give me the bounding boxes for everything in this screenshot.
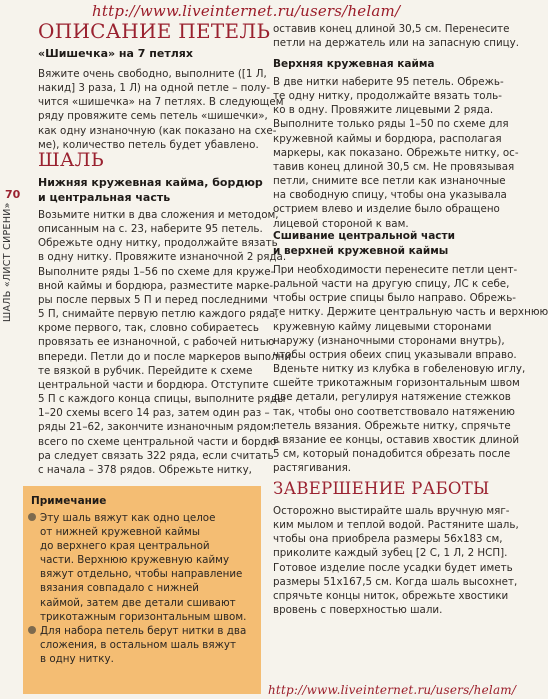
paragraph-upper-border: [273, 75, 519, 231]
subheading-line: и верхней кружевной каймы: [273, 245, 449, 257]
subheading-line: Нижняя кружевная кайма, бордюр: [38, 176, 263, 189]
note-line: [40, 581, 246, 595]
subheading-lower-border: [38, 175, 263, 205]
text-line: петель вязания. Обрежьте нитку, спрячьте: [273, 419, 511, 432]
text-line: вной каймы и бордюра, разместите марке-: [38, 279, 274, 292]
paragraph-joining: [273, 263, 548, 475]
note-line: [40, 624, 246, 638]
text-line: сшейте трикотажным горизонтальным швом: [273, 377, 520, 390]
text-line: в одну нитку. Провяжите изнаночной 2 ряда.: [38, 251, 287, 264]
text-line: тавив конец длиной 30,5 см. Не провязывая: [273, 160, 515, 173]
watermark-url-bottom: http://www.liveinternet.ru/users/helam/: [268, 683, 517, 697]
text-line: острием влево и изделие было обращено: [273, 203, 500, 216]
note-title: Примечание: [31, 495, 107, 507]
subheading-line: Сшивание центральной части: [273, 230, 455, 242]
text-line: ральной части на другую спицу, ЛС к себе,: [273, 278, 510, 291]
text-line: растягивания.: [273, 462, 352, 475]
note-line: [40, 567, 246, 581]
text-line: лицевой стороной к вам.: [273, 217, 409, 230]
note-line-text: вязания совпадало с нижней: [40, 582, 199, 595]
note-line-text: вяжут отдельно, чтобы направление: [40, 568, 243, 581]
text-line: в вязание ее концы, оставив хвостик длиной: [273, 433, 520, 446]
text-line: центральной части и бордюра. Отступите: [38, 378, 269, 391]
text-line: 5 П, снимайте первую петлю каждого ряда,: [38, 308, 279, 321]
text-line: на свободную спицу, чтобы она указывала: [273, 189, 507, 202]
sidebar-label-text: ШАЛЬ «ЛИСТ СИРЕНИ»: [2, 202, 13, 322]
text-line: те вязкой в рубчик. Перейдите к схеме: [38, 364, 253, 377]
text-line: те нитку. Держите центральную часть и верхнюю: [273, 306, 548, 319]
text-line: маркеры, как показано. Обрежьте нитку, ос-: [273, 146, 519, 159]
text-line: ряду провяжите семь петель «шишечки»,: [38, 110, 268, 123]
text-line: 5 П с каждого конца спицы, выполните ряды: [38, 393, 286, 406]
text-line: ко в одну. Провяжите лицевыми 2 ряда.: [273, 104, 494, 117]
note-line-text: от нижней кружевной каймы: [40, 526, 200, 539]
subheading-joining: [273, 229, 455, 259]
note-line: [40, 610, 246, 624]
sidebar-label: [2, 204, 16, 324]
text-line: 5 см, который понадобится обрезать после: [273, 448, 511, 461]
section-title-shawl: ШАЛЬ: [38, 149, 104, 171]
text-line: две детали, регулируя натяжение стежков: [273, 391, 511, 404]
text-line: 1–20 схемы всего 14 раз, затем один раз –: [38, 407, 270, 420]
paragraph-finishing: [273, 504, 519, 617]
text-line: те одну нитку, продолжайте вязать толь-: [273, 90, 502, 103]
text-line: Выполните ряды 1–56 по схеме для круже-: [38, 265, 275, 278]
text-line: ме), количество петель будет убавлено.: [38, 138, 259, 151]
text-line: При необходимости перенесите петли цент-: [273, 264, 518, 276]
text-line: чится «шишечка» на 7 петлях. В следующем: [38, 96, 284, 109]
text-line: ры после первых 5 П и перед последними: [38, 293, 268, 306]
note-line-text: Эту шаль вяжут как одно целое: [40, 512, 216, 524]
text-line: Выполните только ряды 1–50 по схеме для: [273, 118, 509, 131]
note-line: [40, 596, 246, 610]
text-line: накид] 3 раза, 1 Л) на одной петле – полу-: [38, 82, 271, 95]
paragraph-lower-border: [38, 208, 295, 477]
text-line: вровень с поверхностью шали.: [273, 604, 443, 617]
text-line: приколите каждый зубец [2 С, 1 Л, 2 НСП].: [273, 547, 508, 560]
note-line-text: каймой, затем две детали сшивают: [40, 596, 236, 609]
text-line: ряды 21–62, закончите изнаночным рядом:: [38, 421, 275, 434]
bullet-icon: [28, 513, 36, 521]
text-line: чтобы острие спицы было направо. Обрежь-: [273, 292, 516, 305]
subheading-line: и центральная часть: [38, 191, 171, 204]
note-list: [40, 511, 246, 666]
text-line: Обрежьте одну нитку, продолжайте вязать: [38, 237, 278, 250]
note-line-text: части. Верхнюю кружевную кайму: [40, 554, 230, 567]
text-line: кружевной каймы и бордюра, располагая: [273, 132, 502, 145]
note-line-text: сложения, в остальном шаль вяжут: [40, 638, 236, 651]
paragraph-continuation: [273, 22, 519, 50]
text-line: чтобы она приобрела размеры 56х183 см,: [273, 533, 503, 546]
text-line: Готовое изделие после усадки будет иметь: [273, 561, 513, 574]
note-line: [40, 553, 246, 567]
note-line-text: Для набора петель берут нитки в два: [40, 624, 247, 637]
text-line: Осторожно выстирайте шаль вручную мяг-: [273, 505, 510, 517]
bullet-icon: [28, 626, 36, 634]
subheading-bobble: «Шишечка» на 7 петлях: [38, 47, 193, 60]
note-line: [40, 539, 246, 553]
text-line: В две нитки наберите 95 петель. Обрежь-: [273, 76, 504, 88]
text-line: ким мылом и теплой водой. Растяните шаль,: [273, 519, 519, 532]
section-title-stitches: ОПИСАНИЕ ПЕТЕЛЬ: [38, 19, 271, 43]
page-number: 70: [5, 188, 21, 201]
text-line: кружевную кайму лицевыми сторонами: [273, 320, 492, 333]
note-line: [40, 525, 246, 539]
note-line: [40, 511, 246, 525]
watermark-url-top: http://www.liveinternet.ru/users/helam/: [92, 2, 401, 20]
text-line: спрячьте концы ниток, обрежьте хвостики: [273, 589, 509, 602]
text-line: ра следует связать 322 ряда, если считать: [38, 449, 274, 462]
text-line: наружу (изнаночными сторонами внутрь),: [273, 334, 505, 347]
text-line: чтобы острия обеих спиц указывали вправо.: [273, 348, 517, 361]
note-line-text: трикотажным горизонтальным швом.: [40, 610, 247, 623]
text-line: как одну изнаночную (как показано на схе-: [38, 124, 277, 137]
text-line: описанным на с. 23, наберите 95 петель.: [38, 223, 263, 236]
subheading-upper-border: Верхняя кружевная кайма: [273, 58, 435, 70]
paragraph-bobble: [38, 67, 283, 152]
text-line: размеры 51х167,5 см. Когда шаль высохнет,: [273, 575, 518, 588]
note-line-text: до верхнего края центральной: [40, 540, 210, 553]
section-title-finishing: ЗАВЕРШЕНИЕ РАБОТЫ: [273, 479, 490, 498]
text-line: впереди. Петли до и после маркеров выполни-: [38, 350, 295, 363]
text-line: петли на держатель или на запасную спицу.: [273, 37, 520, 50]
note-line-text: в одну нитку.: [40, 652, 114, 665]
note-line: [40, 652, 246, 666]
note-line: [40, 638, 246, 652]
text-line: Возьмите нитки в два сложения и методом,: [38, 209, 279, 221]
text-line: Вяжите очень свободно, выполните ([1 Л,: [38, 68, 267, 80]
text-line: Вденьте нитку из клубка в гобеленовую иглу,: [273, 363, 526, 376]
text-line: с начала – 378 рядов. Обрежьте нитку,: [38, 463, 252, 476]
text-line: так, чтобы оно соответствовало натяжению: [273, 405, 515, 418]
text-line: провязать ее изнаночной, с рабочей нитью: [38, 336, 275, 349]
text-line: оставив конец длиной 30,5 см. Перенесите: [273, 23, 510, 35]
text-line: петли, снимите все петли как изнаночные: [273, 175, 506, 188]
text-line: всего по схеме центральной части и бордю-: [38, 435, 281, 448]
text-line: кроме первого, так, словно собираетесь: [38, 322, 259, 335]
